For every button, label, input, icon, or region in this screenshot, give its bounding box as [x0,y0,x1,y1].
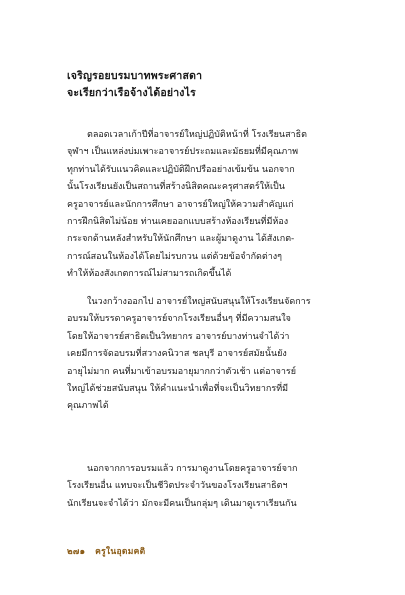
paragraph-line: ทำให้ห้องสังเกตการณ์ไม่สามารถเกิดขึ้นได้ [67,269,232,280]
paragraph-line: ครูอาจารย์และนักการศึกษา อาจารย์ใหญ่ให้ความสำคัญแก่ [67,199,294,210]
paragraph-line: คุณภาพได้ [67,401,109,412]
paragraph-line: ทุกท่านได้รับแนวคิดและปฏิบัติฝึกปรืออย่างเข้มข้น นอกจาก [67,164,295,175]
title-line-2: จะเรียกว่าเรือจ้างได้อย่างไร [67,87,196,99]
paragraph-line: นอกจากการอบรมแล้ว การมาดูงานโดยครูอาจารย์จาก [87,464,298,474]
paragraph-line: อบรมให้บรรดาครูอาจารย์จากโรงเรียนอื่นๆ ที่มีความสนใจ [67,314,291,325]
paragraph-2 [67,294,339,416]
paragraph-line: ตลอดเวลาเก้าปีที่อาจารย์ใหญ่ปฏิบัติหน้าที่ โรงเรียนสาธิต [87,130,307,140]
paragraph-line: อายุไม่มาก คนที่มาเข้าอบรมอายุมากกว่าตัวเช้า แต่อาจารย์ [67,366,297,377]
paragraph-line: นักเรียนจะจำได้ว่า มักจะมีคนเป็นกลุ่มๆ เดินมาดูเราเรียนกัน [67,498,297,509]
paragraph-line: เคยมีการจัดอบรมที่สวางคนิวาส ชลบุรี อาจารย์สมัยนั้นยัง [67,349,287,360]
paragraph-line: ในวงกว้างออกไป อาจารย์ใหญ่สนับสนุนให้โรงเรียนจัดการ [87,297,311,307]
running-footer-text: ครูในอุดมคติ [95,547,146,557]
section-title [67,68,202,102]
paragraph-1 [67,127,339,284]
paragraph-line: ใหญ่ได้ช่วยสนับสนุน ให้คำแนะนำเพื่อที่จะเป็นวิทยากรที่มี [67,384,289,395]
paragraph-line: จุฬาฯ เป็นแหล่งบ่มเพาะอาจารย์ประถมและมัธยมที่มีคุณภาพ [67,147,299,158]
paragraph-line: การฝึกนิสิตไม่น้อย ท่านเคยออกแบบสร้างห้องเรียนที่มีห้อง [67,217,289,228]
paragraph-3 [67,461,339,513]
title-line-1: เจริญรอยบรมบาทพระศาสดา [67,70,203,82]
paragraph-line: การณ์สอนในห้องได้โดยไม่รบกวน แต่ด้วยข้อจำกัดต่างๆ [67,251,282,262]
page-footer [67,544,145,558]
paragraph-line: นั้นโรงเรียนยังเป็นสถานที่สร้างนิสิตคณะครุศาสตร์ให้เป็น [67,182,285,193]
paragraph-line: กระจกด้านหลังสำหรับให้นักศึกษา และผู้มาดูงาน ได้สังเกต- [67,234,295,245]
page-number: ๒๗๑ [67,547,86,557]
paragraph-line: โรงเรียนอื่น แทบจะเป็นชีวิตประจำวันของโรงเรียนสาธิตฯ [67,481,288,492]
paragraph-line: โดยให้อาจารย์สาธิตเป็นวิทยากร อาจารย์บางท่านจำได้ว่า [67,331,290,342]
